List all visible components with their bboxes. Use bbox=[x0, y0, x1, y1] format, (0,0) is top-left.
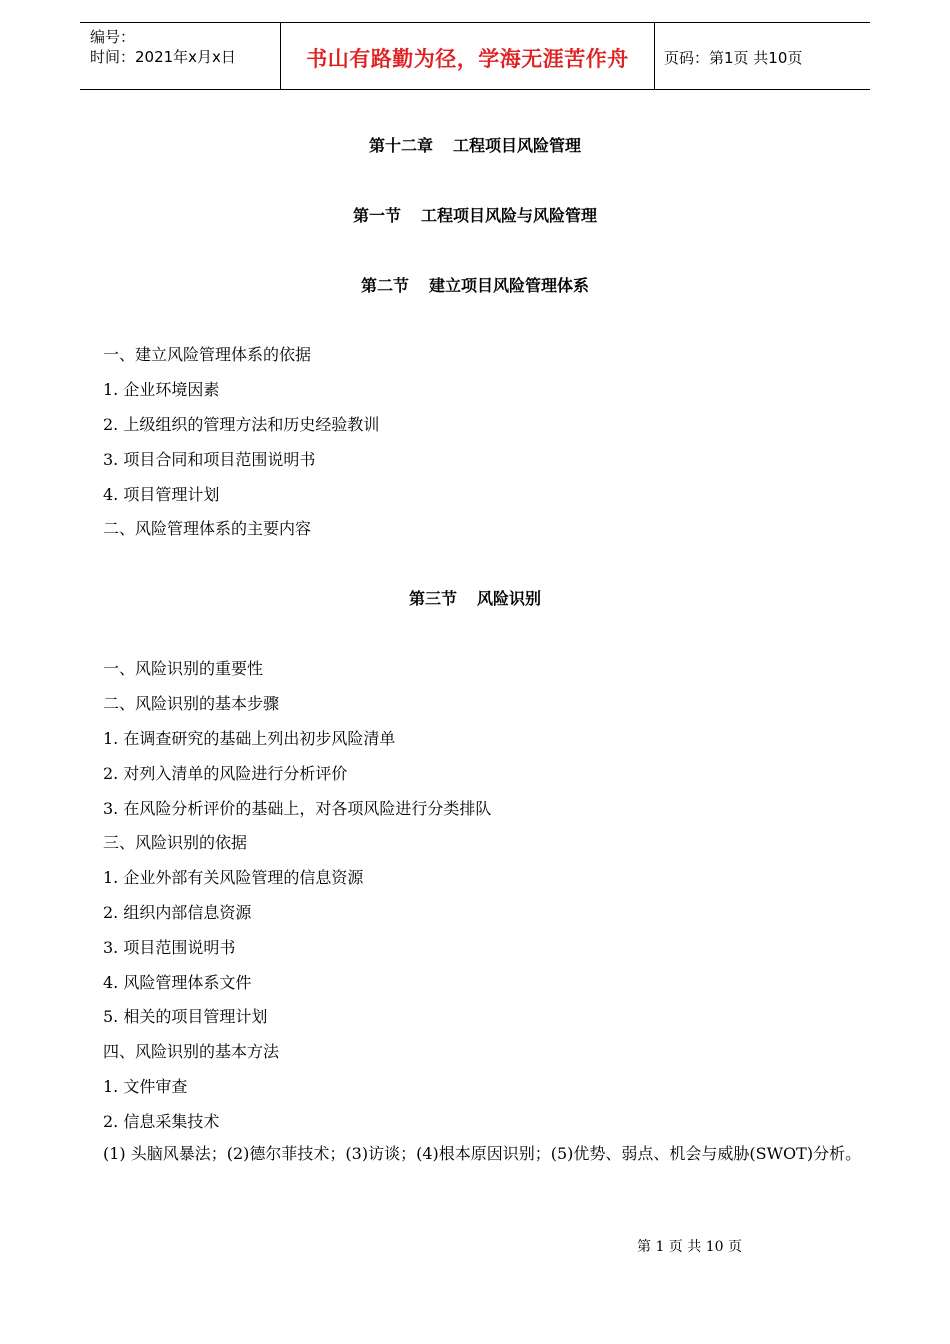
text-line: 5. 相关的项目管理计划 bbox=[103, 1007, 268, 1026]
text-line: 4. 项目管理计划 bbox=[103, 485, 220, 504]
text-line: 二、风险识别的基本步骤 bbox=[103, 694, 280, 713]
text-line: 一、风险识别的重要性 bbox=[103, 659, 264, 678]
section-heading bbox=[0, 586, 950, 609]
text-line: 4. 风险管理体系文件 bbox=[103, 973, 252, 992]
section-heading bbox=[0, 273, 950, 296]
chapter-heading bbox=[0, 133, 950, 156]
text-line: 1. 在调查研究的基础上列出初步风险清单 bbox=[103, 729, 396, 748]
text-line: 三、风险识别的依据 bbox=[103, 833, 248, 852]
text-line: 1. 企业外部有关风险管理的信息资源 bbox=[103, 868, 364, 887]
section-name: 风险识别 bbox=[477, 589, 542, 608]
document-time-label: 时间：2021年x月x日 bbox=[90, 48, 236, 66]
text-line: 二、风险管理体系的主要内容 bbox=[103, 519, 312, 538]
document-number-label: 编号： bbox=[90, 28, 136, 46]
header-meta bbox=[90, 27, 236, 67]
text-line: 一、建立风险管理体系的依据 bbox=[103, 345, 312, 364]
header-divider bbox=[654, 23, 655, 90]
text-line: 1. 文件审查 bbox=[103, 1077, 188, 1096]
section-name: 建立项目风险管理体系 bbox=[429, 276, 590, 295]
text-line: 2. 信息采集技术 bbox=[103, 1112, 220, 1131]
methods-paragraph: (1) 头脑风暴法；(2)德尔菲技术；(3)访谈；(4)根本原因识别；(5)优势、弱点、机会与威胁(SWOT)分析。 bbox=[103, 1144, 862, 1163]
page-number: 第 1 页 共 10 页 bbox=[637, 1239, 742, 1255]
text-line: 2. 上级组织的管理方法和历史经验教训 bbox=[103, 415, 380, 434]
header-motto: 书山有路勤为径，学海无涯苦作舟 bbox=[306, 47, 629, 71]
text-line: 3. 项目合同和项目范围说明书 bbox=[103, 450, 316, 469]
chapter-name: 工程项目风险管理 bbox=[453, 136, 582, 155]
text-line: 3. 项目范围说明书 bbox=[103, 938, 236, 957]
text-line: 2. 对列入清单的风险进行分析评价 bbox=[103, 764, 348, 783]
text-line: 3. 在风险分析评价的基础上，对各项风险进行分类排队 bbox=[103, 799, 492, 818]
section-number: 第二节 bbox=[360, 276, 409, 295]
text-line: 2. 组织内部信息资源 bbox=[103, 903, 252, 922]
page-header bbox=[80, 22, 870, 90]
section-name: 工程项目风险与风险管理 bbox=[421, 206, 598, 225]
section-heading bbox=[0, 203, 950, 226]
section-number: 第一节 bbox=[352, 206, 401, 225]
header-page-info: 页码：第1页 共10页 bbox=[664, 49, 803, 67]
text-line: 1. 企业环境因素 bbox=[103, 380, 220, 399]
section-number: 第三节 bbox=[408, 589, 457, 608]
chapter-number: 第十二章 bbox=[368, 136, 433, 155]
text-line: 四、风险识别的基本方法 bbox=[103, 1042, 280, 1061]
